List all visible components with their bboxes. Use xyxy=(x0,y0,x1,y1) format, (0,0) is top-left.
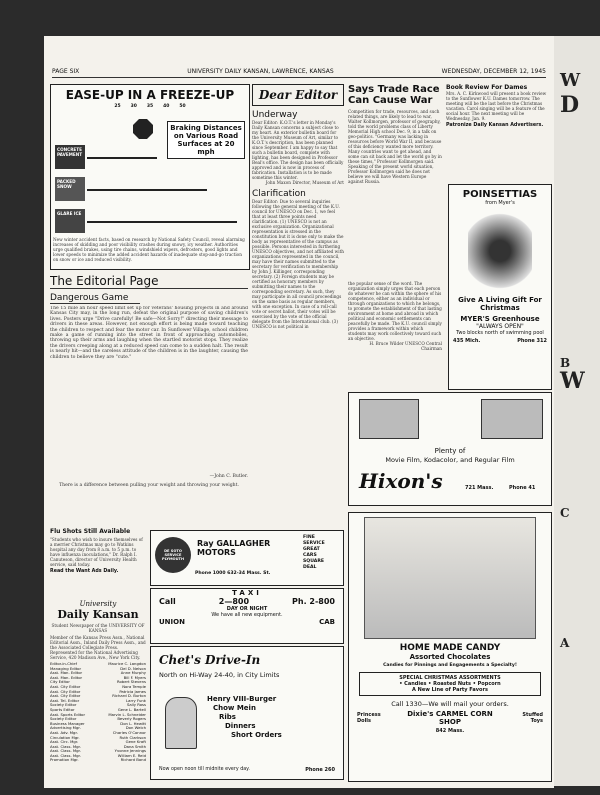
tag-5: SQUARE xyxy=(303,559,325,564)
staff-name: Marvin L. Schneider xyxy=(108,711,146,717)
staff-role: Asst. Class. Mgr. xyxy=(50,743,81,749)
taxi-equip: We have all new equipment. xyxy=(211,612,283,618)
edge-letter-6: A xyxy=(560,636,570,650)
edge-letter-3: B xyxy=(560,356,571,370)
staff-name: Gene Kraft xyxy=(125,739,146,745)
masthead-member: Member of the Kansas Press Assn., National Editorial Assn., Inland Daily Press Assn., and the Associated Collegiate Press. Represented for the National Advertising Service, 420 Madison Ave., New York City. xyxy=(50,635,146,660)
adjacent-page-edge xyxy=(554,36,600,786)
staff-name: Bill F. Myers xyxy=(123,674,146,680)
staff-role: Society Editor xyxy=(50,702,77,708)
underway-signature: John Maxon Director, Museum of Art xyxy=(265,180,344,185)
edge-letter-4: W xyxy=(560,368,585,394)
staff-role: Asst. Man. Editor xyxy=(50,674,83,680)
staff-name: Nora Temple xyxy=(122,683,146,689)
staff-role: Editor-in-Chief xyxy=(50,661,77,666)
staff-role: Circulation Mgr. xyxy=(50,734,80,740)
trade-tail: the popular sense of the word. The organization simply urges that each person do whatever he can within the sphere of his competence, either as an individual or through organizations to which he belongs, to promote the establishment of that lasting environment at home and abroad in which political and economic settlements can peacefully be made. The K.U. council simply provides a framework within which students may work collectively toward such an objective. xyxy=(348,281,442,341)
staff-name: Don Welch xyxy=(125,725,146,731)
freeze-chart xyxy=(50,84,250,270)
taxi-day: DAY OR NIGHT xyxy=(226,606,268,612)
candy-special: SPECIAL CHRISTMAS ASSORTMENTS xyxy=(399,675,501,681)
menu-item-4: Dinners xyxy=(225,722,256,730)
poinsettias-phone: Phone 312 xyxy=(517,338,547,344)
underway-body: Dear Editor: K.O.T.'s letter in Monday's Daily Kansan concerns a subject close to my heart. An exterior bulletin board for the University Museum of Art, similar to K.O.T.'s description, has been planned since September. I am happy to say that such a bulletin board, complete with lighting, has been designed in Professor Beal's office. The design has been officially approved and is now in process of fabrication. Installation is to be made sometime this winter. xyxy=(252,120,344,180)
staff-role: Business Manager xyxy=(50,720,85,726)
candy-sub: Assorted Chocolates xyxy=(409,653,491,661)
tag-1: FINE xyxy=(303,535,315,540)
review-title: Book Review For Dames xyxy=(446,84,528,91)
staff-name: Yvonne Jennings xyxy=(114,748,146,754)
menu-item-2: Chow Mein xyxy=(213,704,256,712)
clarification-heading: Clarification xyxy=(252,189,306,199)
chets-phone: Phone 260 xyxy=(305,767,335,773)
staff-name: Anne Murphy xyxy=(120,670,146,676)
staff-name: Patricia James xyxy=(119,688,146,694)
staff-role: City Editor xyxy=(50,679,70,685)
staff-name: Robert Stevens xyxy=(117,679,146,685)
poinsettias-note: Two blocks north of swimming pool xyxy=(456,330,544,336)
staff-role: Asst. Adv. Mgr. xyxy=(50,729,78,735)
dear-editor-column xyxy=(252,84,344,524)
staff-role: Society Editor xyxy=(50,716,77,722)
taxi-union: UNION xyxy=(159,618,185,626)
candy-parties: A New Line of Party Favors xyxy=(412,687,488,693)
staff-name: Charles O'Connor xyxy=(112,729,146,735)
underway-heading: Underway xyxy=(252,110,298,120)
taxi-call: Call xyxy=(159,597,176,606)
masthead-sub: Student Newspaper of the UNIVERSITY OF KANSAS xyxy=(51,623,145,633)
candy-footer xyxy=(349,708,551,728)
poinsettias-ad xyxy=(448,184,552,390)
taxi-ad xyxy=(150,588,344,644)
clarification-body: Dear Editor: Due to several inquiries following the general meeting of the K.U. council for UNESCO on Dec. 1, we feel that at least three points need clarification. (1) UNESCO is not an exclusive organization. Organizational representation is stressed in the constitution but it is done only to make the body as representative of the campus as possible. Persons interested in furthering UNESCO objectives, and not affiliated with organizations represented in the council, may have their names submitted to the secretary for verification to membership by John J. Killinger, corresponding secretary. (2) Foreign students may be certified as honorary members by submitting their names to the corresponding secretary. As such, they may participate in all council proceedings on the same basis as regular members, with one exception. In case of a roll-call vote or secret ballot, their votes will be exercised by the vote of the official delegate from the International club. (3) UNESCO is not political in xyxy=(252,199,344,329)
taxi-number: 2—800 xyxy=(218,597,250,606)
hixon-addr: 721 Mass. xyxy=(465,485,494,491)
masthead-name: Daily Kansan xyxy=(57,608,139,621)
speed-row xyxy=(51,104,249,109)
candy-items: • Candies • Roasted Nuts • Popcorn xyxy=(399,681,501,687)
hixon-logo: Hixon's xyxy=(359,469,443,493)
kodak-box-icon xyxy=(481,399,543,439)
staff-role: Asst. Man. Editor xyxy=(50,670,83,676)
staff-name: Larry Funk xyxy=(126,697,146,703)
staff-role: Asst. City Editor xyxy=(50,683,81,689)
staff-name: William E. Reid xyxy=(117,752,146,758)
page-number: PAGE SIX xyxy=(52,68,80,75)
menu-item-3: Ribs xyxy=(219,713,236,721)
gallagher-ad xyxy=(150,530,344,586)
taxi-footer xyxy=(151,618,343,626)
staff-role: Asst. Tel. Editor xyxy=(50,697,80,703)
tag-6: DEAL xyxy=(303,565,317,570)
poinsettias-addr: 435 Mich. xyxy=(453,338,481,344)
staff-role: Asst. Class. Mgr. xyxy=(50,748,81,754)
hixon-line1: Plenty of xyxy=(434,447,466,455)
review-body: Mrs. A. C. Kirkwood will present a book review to the Sunflower K.U. Dames tomorrow. The meeting will be the last before the Christmas vacation. Carol singing will be a feature of the social hour. The next meeting will be Wednesday, Jan. 9. xyxy=(446,91,547,121)
distance-line-3 xyxy=(87,221,237,223)
taxi-row xyxy=(151,597,343,606)
poinsettias-contact xyxy=(449,336,551,346)
game-byline: —John C. Butler. xyxy=(209,474,248,479)
staff-name: Richard Bond xyxy=(120,757,146,763)
flu-body: "Students who wish to insure themselves of a merrier Christmas may go to Watkins hospital any day from 8 a.m. to 5 p.m. to have influenza inoculations," Dr. Ralph I. Canuteson, director of University Health service, said today. xyxy=(50,537,143,567)
surface-snow: PACKED SNOW xyxy=(55,177,85,201)
menu-item-5: Short Orders xyxy=(231,731,282,739)
distance-line-1 xyxy=(87,157,157,159)
staff-name: Dana Smith xyxy=(123,743,146,749)
game-body: The 15 mile an hour speed limit set up for veterans' housing projects in and around Kansas City may, in the long run, defeat the original purpose of saving children's lives. Posters urge "Drive carefully! Be safe—Not Sorry!" directing their message to drivers in these areas. However, not enough effort is being made toward teaching the children to respect and fear the motor car. In Sunflower Village, school children make a game of running into the street in front of approaching automobiles, throwing up their arms and laughing when the startled motorist stops. They realize the drivers creeping along at a reduced speed can come to a sudden halt. The result is nearly hit—and the careless attitude of the children is in the laughter, causing the children to believe they are "cute." xyxy=(50,306,248,360)
editorial-tail: There is a difference between pulling your weight and throwing your weight. xyxy=(59,483,239,489)
poinsettia-plant-icon xyxy=(468,210,532,292)
staff-list xyxy=(50,662,146,763)
chets-menu xyxy=(207,695,282,740)
staff-role: Managing Editor xyxy=(50,665,82,671)
candy-special-box xyxy=(359,672,541,696)
staff-name: Ruth Clarkson xyxy=(119,734,146,740)
poinsettias-from: from Myer's xyxy=(485,200,515,206)
chets-sub: North on Hi-Way 24-40, in City Limits xyxy=(159,671,280,679)
flu-title: Flu Shots Still Available xyxy=(50,528,131,535)
menu-item-1: Henry VIII-Burger xyxy=(207,695,277,703)
staff-name: Richard D. Burton xyxy=(112,693,146,699)
staff-name: Maurice C. Langdon xyxy=(108,661,146,666)
speed-2: 30 xyxy=(130,104,137,109)
trade-signature: H. Bruce Wilder UNESCO Central Chairman xyxy=(369,341,442,351)
masthead-univ: University xyxy=(79,600,117,608)
poinsettias-gift: Give A Living Gift For Christmas xyxy=(458,296,542,312)
staff-role: Asst. Sports Editor xyxy=(50,711,86,717)
speed-5: 50 xyxy=(179,104,186,109)
candy-left: Princess Dolls xyxy=(357,712,381,724)
staff-role: Asst. City Editor xyxy=(50,688,81,694)
poinsettias-title: POINSETTIAS xyxy=(462,189,538,200)
candy-tag: Candies for Pinnings and Engagements a Specialty! xyxy=(383,663,517,668)
film-boxes-icon xyxy=(359,399,419,439)
candy-shop: Dixie's CARMEL CORN SHOP xyxy=(407,710,493,726)
speed-4: 40 xyxy=(163,104,170,109)
poinsettias-open: "ALWAYS OPEN" xyxy=(476,323,524,330)
freeze-caption: New winter accident facts, based on research by National Safety Council, reveal alarming increases of skidding and poor visibility crashes during snowy, icy weather. Authorities urge qualified brakes, using tire chains, windshield wipers, defrosters, good lights and lower speeds to minimize the added accident hazards of inadequate stop-and-go traction on snow or ice and reduced visibility. xyxy=(53,237,245,262)
candy-ad xyxy=(348,512,552,782)
editorial-column xyxy=(50,274,248,524)
candy-illustration xyxy=(364,517,536,639)
trade-body: Competition for trade, resources, and such related things, are likely to lead to war, Walter Kollmorgen, professor of geography, told the world problems class of Liberty Memorial High school Dec. 9, in a talk on geo-politics. "Germany was lacking in resources before World War II, and because of this deficiency wanted more territory. Many countries want to get ahead, and some can sit back and let the world go by in these times," Professor Kollmorgen said. Speaking of the present world situation, Professor Kollmorgen said he does not believe we will have Western Europe against Russia. xyxy=(348,109,442,184)
flu-column xyxy=(50,528,146,598)
edge-letter-2: D xyxy=(560,92,580,118)
braking-box: Braking Distances on Various Road Surfaces at 20 mph xyxy=(167,121,245,159)
freeze-title: EASE-UP IN A FREEZE-UP xyxy=(65,88,235,102)
taxi-ph: Ph. 2-800 xyxy=(292,597,335,606)
staff-name: Sally Ross xyxy=(126,702,146,708)
staff-name: Del D. Nelson xyxy=(120,665,146,671)
kansan-masthead xyxy=(50,600,146,786)
staff-row xyxy=(50,758,146,763)
poinsettias-shop: MYER'S Greenhouse xyxy=(460,315,540,323)
chef-icon xyxy=(165,697,197,749)
staff-role: Asst. Circ. Mgr. xyxy=(50,739,79,745)
distance-line-2 xyxy=(87,189,207,191)
chets-title: Chet's Drive-In xyxy=(159,653,261,667)
editorial-heading: The Editorial Page xyxy=(50,274,248,289)
staff-role: Asst. Class. Mgr. xyxy=(50,752,81,758)
stop-sign-icon xyxy=(133,119,153,139)
speed-1: 25 xyxy=(114,104,121,109)
desoto-badge: DE SOTO SERVICE PLYMOUTH xyxy=(155,537,191,573)
trade-title: Says Trade Race Can Cause War xyxy=(348,84,440,106)
candy-title: HOME MADE CANDY xyxy=(399,643,501,653)
taxi-title: TAXI xyxy=(232,589,262,597)
edge-letter-5: C xyxy=(560,506,570,520)
hixon-line2: Movie Film, Kodacolor, and Regular Film xyxy=(385,456,515,464)
dear-editor-title: Dear Editor xyxy=(252,84,344,106)
gallagher-name: Ray GALLAGHER MOTORS xyxy=(197,539,271,557)
staff-role: Advertising Mgr. xyxy=(50,725,81,731)
taxi-cab: CAB xyxy=(319,618,335,626)
candy-right: Stuffed Toys xyxy=(522,712,543,724)
surface-concrete: CONCRETE PAVEMENT xyxy=(55,145,85,169)
tag-3: GREAT xyxy=(303,547,320,552)
want-ads-note: Read the Want Ads Daily. xyxy=(50,569,119,574)
hixon-phone: Phone 41 xyxy=(509,485,536,491)
game-title: Dangerous Game xyxy=(50,293,140,304)
staff-role: Sports Editor xyxy=(50,706,75,712)
staff-name: Gene L. Bartell xyxy=(117,706,146,712)
staff-role: Asst. City Editor xyxy=(50,693,81,699)
issue-date: WEDNESDAY, DECEMBER 12, 1945 xyxy=(441,68,546,75)
surface-ice: GLARE ICE xyxy=(55,209,85,233)
staff-name: Beverly Rogers xyxy=(117,716,146,722)
edge-letter-1: W xyxy=(560,70,581,91)
masthead-line: UNIVERSITY DAILY KANSAN, LAWRENCE, KANSAS xyxy=(187,68,334,75)
candy-call: Call 1330—We will mail your orders. xyxy=(391,700,509,708)
review-footer: Patronize Daily Kansan Advertisers. xyxy=(446,123,544,128)
newspaper-page xyxy=(44,36,554,788)
chets-ad xyxy=(150,646,344,780)
speed-3: 35 xyxy=(146,104,154,109)
review-column xyxy=(446,84,550,176)
page-header xyxy=(52,68,546,78)
gallagher-phone: Phone 1000 632-34 Mass. St. xyxy=(195,571,271,576)
candy-addr: 842 Mass. xyxy=(435,728,465,734)
chets-hours: Now open noon till midnite every day. xyxy=(159,767,250,772)
gallagher-tags xyxy=(303,535,341,571)
tag-4: CARS xyxy=(303,553,317,558)
staff-name: Don L. Hewitt xyxy=(120,720,146,726)
hixon-ad xyxy=(348,392,552,506)
staff-role: Promotion Mgr. xyxy=(50,757,79,763)
tag-2: SERVICE xyxy=(303,541,325,546)
